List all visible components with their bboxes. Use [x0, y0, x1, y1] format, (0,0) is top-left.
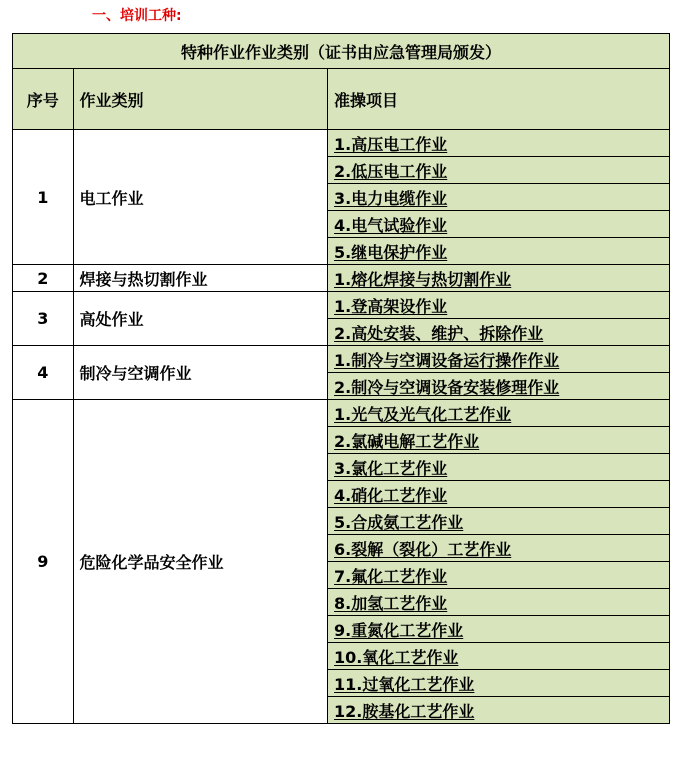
header-project: 准操项目 [328, 69, 670, 130]
table-title: 特种作业作业类别（证书由应急管理局颁发） [13, 34, 670, 69]
project-cell [328, 481, 670, 508]
project-cell [328, 454, 670, 481]
project-cell [328, 400, 670, 427]
project-label: 2.高处安装、维护、拆除作业 [334, 323, 544, 343]
project-label: 11.过氧化工艺作业 [334, 674, 475, 694]
project-label: 5.合成氨工艺作业 [334, 512, 464, 532]
row-number: 3 [13, 292, 74, 346]
row-number: 9 [13, 400, 74, 724]
project-label: 3.氯化工艺作业 [334, 458, 448, 478]
project-cell [328, 130, 670, 157]
project-label: 2.氯碱电解工艺作业 [334, 431, 480, 451]
project-label: 1.制冷与空调设备运行操作作业 [334, 350, 560, 370]
project-label: 1.熔化焊接与热切割作业 [334, 269, 512, 289]
project-cell [328, 265, 670, 292]
project-cell [328, 535, 670, 562]
project-cell [328, 589, 670, 616]
project-cell [328, 670, 670, 697]
project-cell [328, 238, 670, 265]
table-row [13, 292, 670, 319]
table-row [13, 130, 670, 157]
project-cell [328, 292, 670, 319]
project-label: 1.光气及光气化工艺作业 [334, 404, 512, 424]
project-label: 8.加氢工艺作业 [334, 593, 448, 613]
project-cell [328, 184, 670, 211]
project-label: 3.电力电缆作业 [334, 188, 448, 208]
project-label: 5.继电保护作业 [334, 242, 448, 262]
project-label: 2.制冷与空调设备安装修理作业 [334, 377, 560, 397]
category-name: 焊接与热切割作业 [73, 265, 327, 292]
project-label: 4.电气试验作业 [334, 215, 448, 235]
project-label: 12.胺基化工艺作业 [334, 701, 475, 721]
table-row [13, 400, 670, 427]
table-row [13, 265, 670, 292]
project-label: 4.硝化工艺作业 [334, 485, 448, 505]
project-cell [328, 319, 670, 346]
project-cell [328, 373, 670, 400]
table-row [13, 346, 670, 373]
project-cell [328, 211, 670, 238]
project-label: 10.氧化工艺作业 [334, 647, 459, 667]
project-cell [328, 616, 670, 643]
project-cell [328, 562, 670, 589]
category-name: 危险化学品安全作业 [73, 400, 327, 724]
project-label: 9.重氮化工艺作业 [334, 620, 464, 640]
project-cell [328, 643, 670, 670]
project-label: 1.高压电工作业 [334, 134, 448, 154]
project-cell [328, 157, 670, 184]
project-label: 1.登高架设作业 [334, 296, 448, 316]
project-cell [328, 697, 670, 724]
project-cell [328, 427, 670, 454]
project-label: 6.裂解（裂化）工艺作业 [334, 539, 512, 559]
category-name: 电工作业 [73, 130, 327, 265]
row-number: 1 [13, 130, 74, 265]
row-number: 2 [13, 265, 74, 292]
header-number: 序号 [13, 69, 74, 130]
header-category: 作业类别 [73, 69, 327, 130]
project-cell [328, 508, 670, 535]
category-name: 高处作业 [73, 292, 327, 346]
project-label: 2.低压电工作业 [334, 161, 448, 181]
project-label: 7.氟化工艺作业 [334, 566, 448, 586]
training-table [12, 33, 670, 724]
section-heading: 一、培训工种: [92, 8, 182, 24]
row-number: 4 [13, 346, 74, 400]
category-name: 制冷与空调作业 [73, 346, 327, 400]
project-cell [328, 346, 670, 373]
